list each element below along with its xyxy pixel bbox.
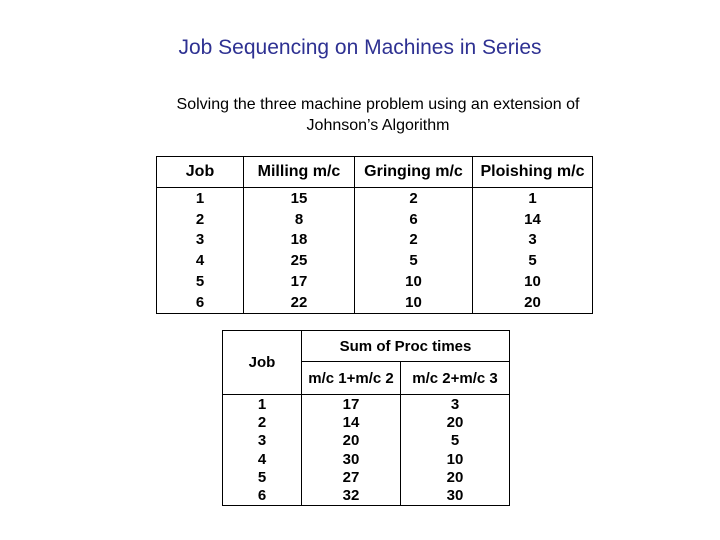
table-cell-grinding: 2 <box>355 188 473 209</box>
table-cell-job: 3 <box>157 230 244 251</box>
table-cell-job: 4 <box>157 250 244 271</box>
table-cell-mc2-mc3: 10 <box>401 450 510 468</box>
table-row <box>223 395 510 414</box>
table-cell-polishing: 20 <box>473 292 593 313</box>
table-cell-mc2-mc3: 5 <box>401 432 510 450</box>
table-row <box>157 271 593 292</box>
table-row <box>157 230 593 251</box>
header-job: Job <box>223 331 302 395</box>
table-cell-job: 4 <box>223 450 302 468</box>
table-cell-mc1-mc2: 20 <box>302 432 401 450</box>
table-cell-mc2-mc3: 20 <box>401 468 510 486</box>
table-row <box>157 292 593 313</box>
table-cell-job: 5 <box>157 271 244 292</box>
table-cell-job: 2 <box>157 209 244 230</box>
subtitle-line-2: Johnson’s Algorithm <box>306 117 450 134</box>
table-cell-milling: 17 <box>244 271 355 292</box>
table-row <box>223 432 510 450</box>
table-cell-job: 6 <box>157 292 244 313</box>
sum-proc-times-body <box>223 395 510 506</box>
header-milling: Milling m/c <box>244 157 355 188</box>
table-cell-job: 3 <box>223 432 302 450</box>
header-job: Job <box>157 157 244 188</box>
table-cell-job: 6 <box>223 486 302 505</box>
table-cell-job: 2 <box>223 413 302 431</box>
table-row <box>157 188 593 209</box>
table-row <box>157 250 593 271</box>
table-cell-mc1-mc2: 30 <box>302 450 401 468</box>
table-cell-milling: 18 <box>244 230 355 251</box>
table-cell-grinding: 6 <box>355 209 473 230</box>
table-cell-mc2-mc3: 20 <box>401 413 510 431</box>
table-cell-job: 1 <box>223 395 302 414</box>
subtitle-line-1: Solving the three machine problem using an extension of <box>176 96 580 113</box>
table-cell-mc2-mc3: 30 <box>401 486 510 505</box>
table-row <box>223 450 510 468</box>
table-cell-milling: 25 <box>244 250 355 271</box>
table-cell-mc2-mc3: 3 <box>401 395 510 414</box>
table-cell-job: 1 <box>157 188 244 209</box>
header-sum-proc-times: Sum of Proc times <box>302 331 510 362</box>
table-row <box>223 486 510 505</box>
processing-times-table <box>156 156 593 314</box>
slide-title: Job Sequencing on Machines in Series <box>178 36 542 59</box>
table-cell-grinding: 2 <box>355 230 473 251</box>
table-header-row <box>157 157 593 188</box>
table-cell-polishing: 10 <box>473 271 593 292</box>
table-cell-milling: 22 <box>244 292 355 313</box>
table-cell-job: 5 <box>223 468 302 486</box>
table-header-row <box>223 331 510 362</box>
header-mc2-mc3: m/c 2+m/c 3 <box>401 362 510 395</box>
sum-proc-times-table <box>222 330 510 506</box>
table-cell-milling: 15 <box>244 188 355 209</box>
header-grinding: Gringing m/c <box>355 157 473 188</box>
table-cell-polishing: 3 <box>473 230 593 251</box>
table-row <box>157 209 593 230</box>
table-cell-polishing: 14 <box>473 209 593 230</box>
table-cell-mc1-mc2: 32 <box>302 486 401 505</box>
table-cell-grinding: 10 <box>355 271 473 292</box>
table-cell-grinding: 10 <box>355 292 473 313</box>
table-row <box>223 468 510 486</box>
processing-times-body <box>157 188 593 314</box>
table-row <box>223 413 510 431</box>
header-polishing: Ploishing m/c <box>473 157 593 188</box>
table-cell-grinding: 5 <box>355 250 473 271</box>
table-cell-mc1-mc2: 27 <box>302 468 401 486</box>
slide-subtitle <box>0 94 720 136</box>
table-cell-polishing: 5 <box>473 250 593 271</box>
table-cell-milling: 8 <box>244 209 355 230</box>
table-cell-mc1-mc2: 14 <box>302 413 401 431</box>
table-cell-polishing: 1 <box>473 188 593 209</box>
header-mc1-mc2: m/c 1+m/c 2 <box>302 362 401 395</box>
table-cell-mc1-mc2: 17 <box>302 395 401 414</box>
